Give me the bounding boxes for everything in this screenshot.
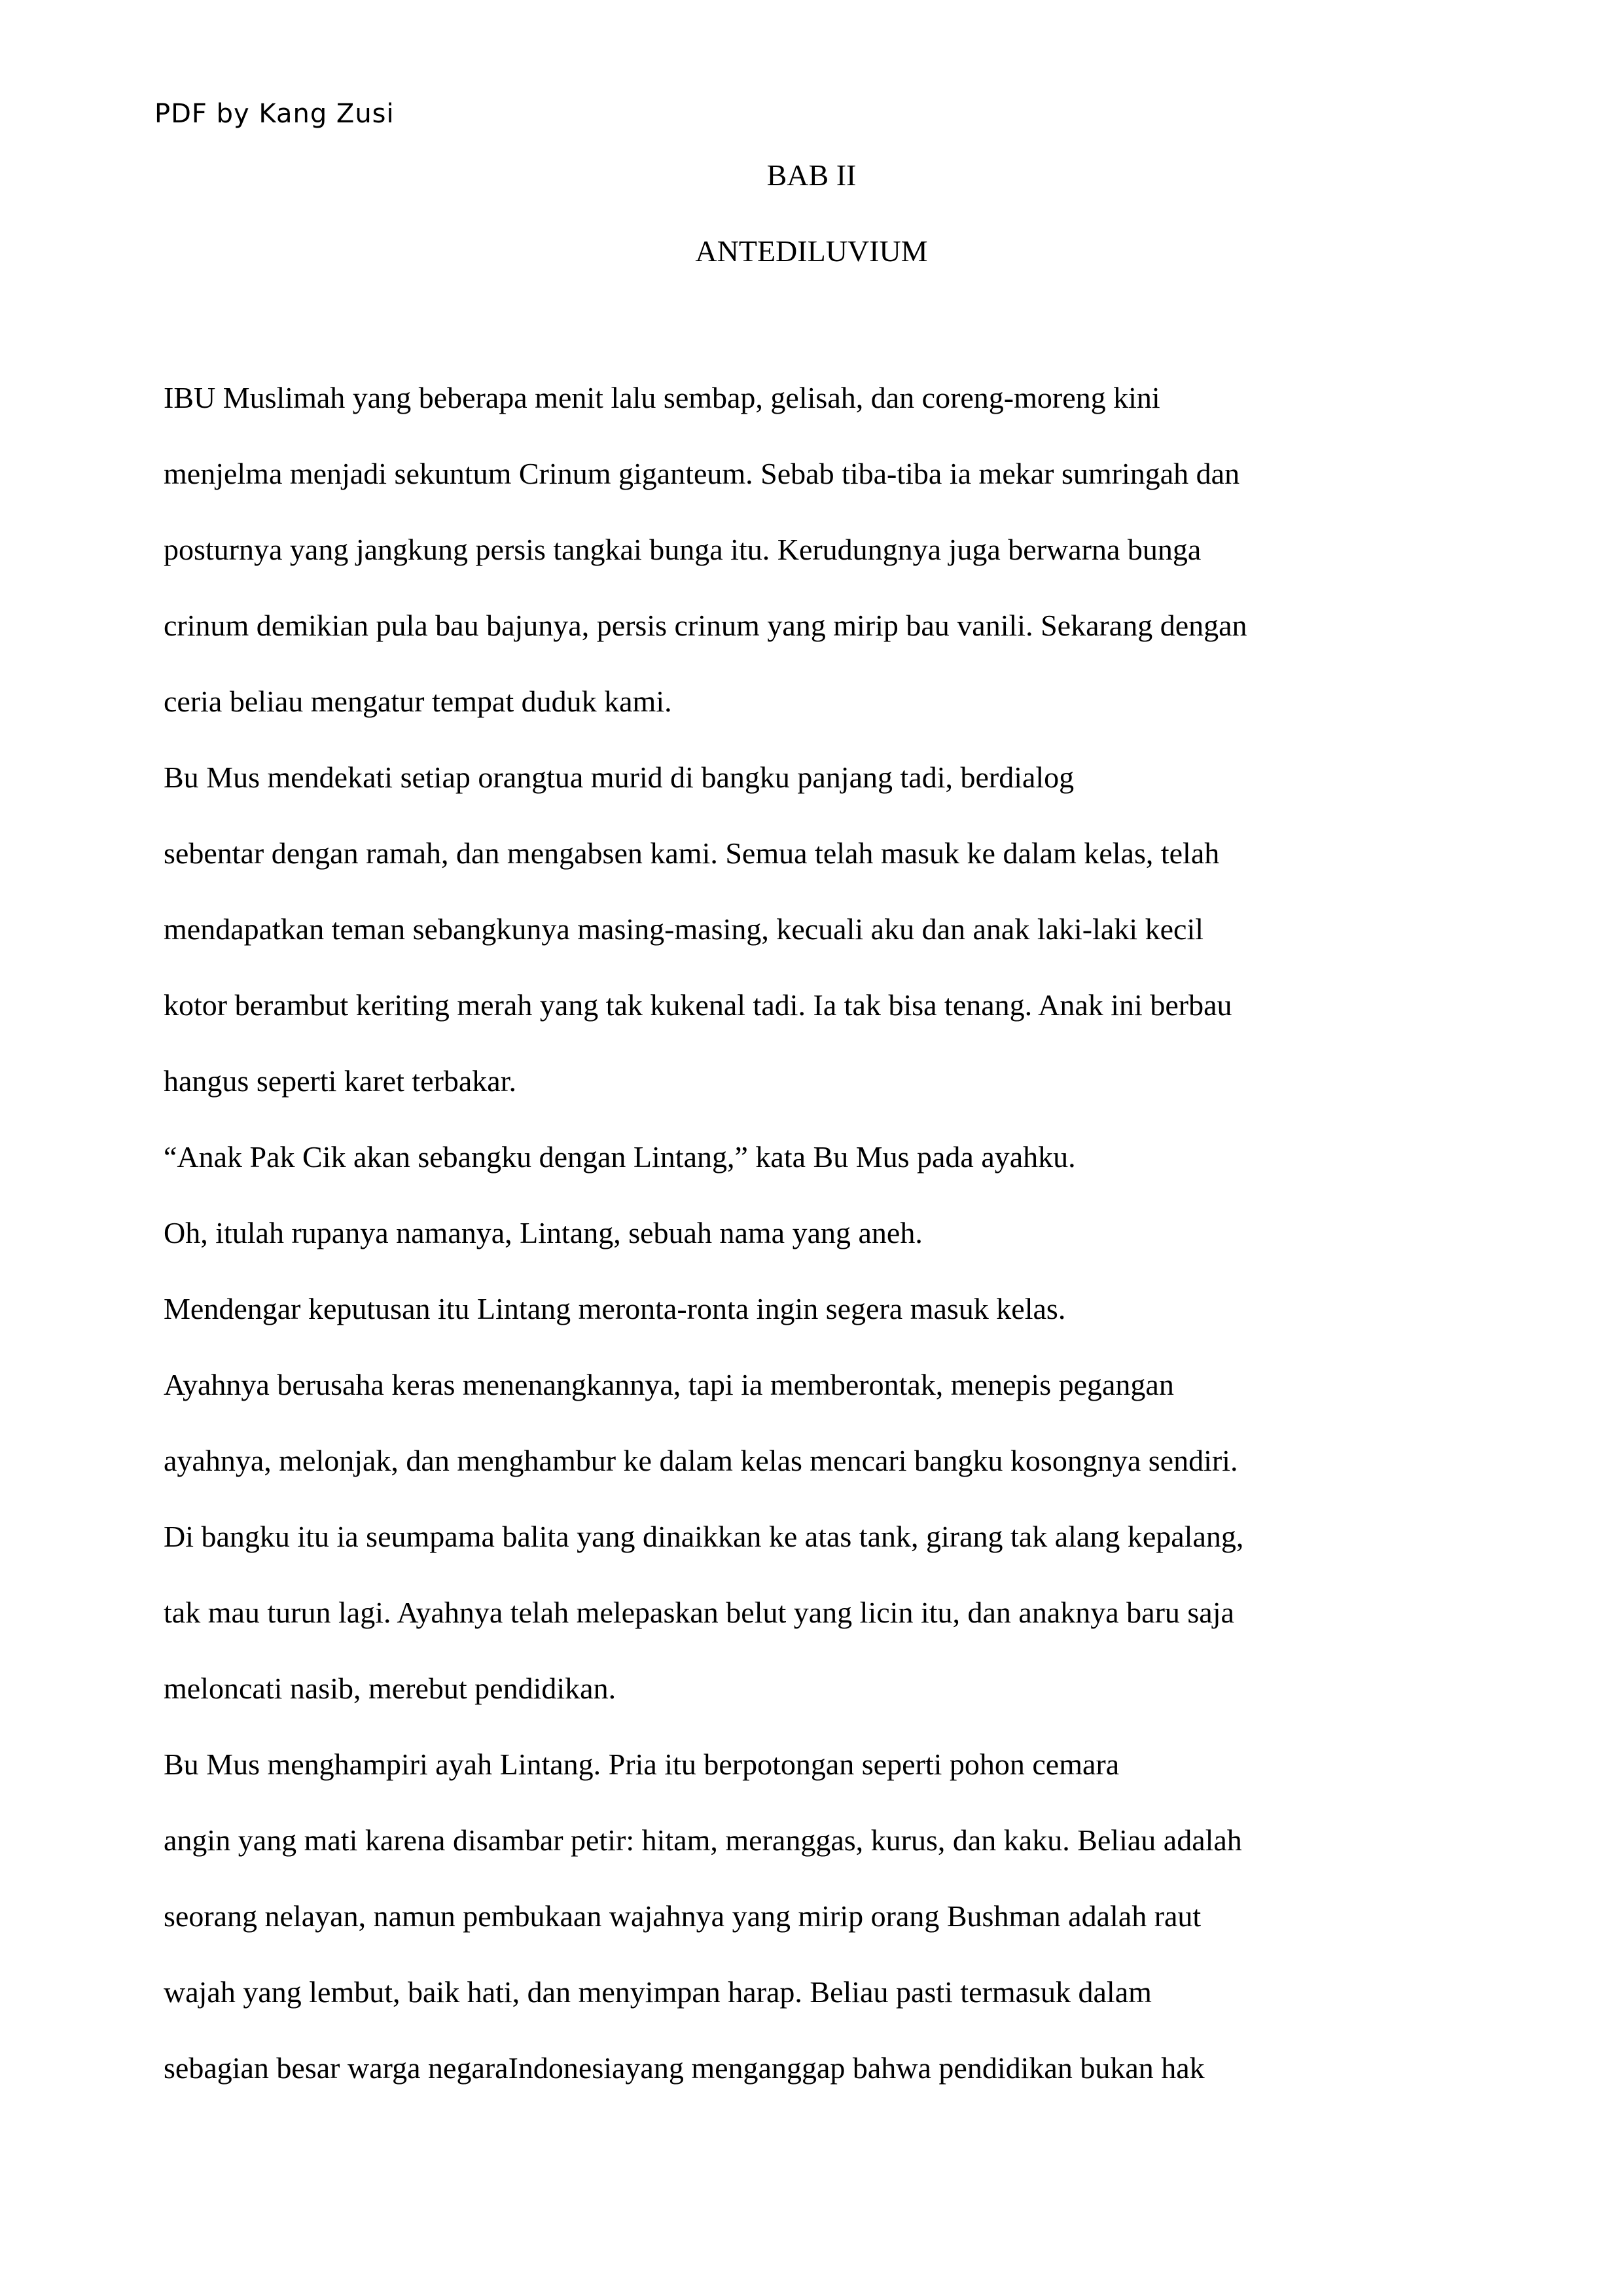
text-line: IBU Muslimah yang beberapa menit lalu sembap, gelisah, dan coreng-moreng kini bbox=[164, 381, 1160, 414]
body-text bbox=[164, 378, 1538, 2125]
text-line: Ayahnya berusaha keras menenangkannya, tapi ia memberontak, menepis pegangan bbox=[164, 1368, 1174, 1401]
text-line: tak mau turun lagi. Ayahnya telah melepaskan belut yang licin itu, dan anaknya baru saja bbox=[164, 1596, 1234, 1629]
pdf-source-note: PDF by Kang Zusi bbox=[154, 99, 395, 129]
text-line: menjelma menjadi sekuntum Crinum giganteum. Sebab tiba-tiba ia mekar sumringah dan bbox=[164, 457, 1240, 490]
text-line: “Anak Pak Cik akan sebangku dengan Lintang,” kata Bu Mus pada ayahku. bbox=[164, 1140, 1076, 1174]
text-line: hangus seperti karet terbakar. bbox=[164, 1064, 516, 1098]
text-line: kotor berambut keriting merah yang tak kukenal tadi. Ia tak bisa tenang. Anak ini berbau bbox=[164, 988, 1232, 1022]
text-line: mendapatkan teman sebangkunya masing-masing, kecuali aku dan anak laki-laki kecil bbox=[164, 912, 1204, 946]
text-line: Mendengar keputusan itu Lintang meronta-ronta ingin segera masuk kelas. bbox=[164, 1292, 1066, 1325]
text-line: Bu Mus menghampiri ayah Lintang. Pria itu berpotongan seperti pohon cemara bbox=[164, 1748, 1120, 1781]
text-line: sebentar dengan ramah, dan mengabsen kami. Semua telah masuk ke dalam kelas, telah bbox=[164, 836, 1220, 870]
text-line: wajah yang lembut, baik hati, dan menyimpan harap. Beliau pasti termasuk dalam bbox=[164, 1975, 1152, 2009]
chapter-label: BAB II bbox=[766, 158, 857, 192]
chapter-title: ANTEDILUVIUM bbox=[695, 234, 928, 268]
text-line: seorang nelayan, namun pembukaan wajahnya yang mirip orang Bushman adalah raut bbox=[164, 1899, 1202, 1933]
text-line: crinum demikian pula bau bajunya, persis crinum yang mirip bau vanili. Sekarang dengan bbox=[164, 609, 1247, 642]
text-line: sebagian besar warga negaraIndonesiayang menganggap bahwa pendidikan bukan hak bbox=[164, 2051, 1205, 2085]
text-line: meloncati nasib, merebut pendidikan. bbox=[164, 1672, 616, 1705]
text-line: Di bangku itu ia seumpama balita yang dinaikkan ke atas tank, girang tak alang kepalang, bbox=[164, 1520, 1244, 1553]
text-line: posturnya yang jangkung persis tangkai bunga itu. Kerudungnya juga berwarna bunga bbox=[164, 533, 1202, 566]
text-line: angin yang mati karena disambar petir: hitam, meranggas, kurus, dan kaku. Beliau adalah bbox=[164, 1823, 1242, 1857]
text-line: Bu Mus mendekati setiap orangtua murid di bangku panjang tadi, berdialog bbox=[164, 761, 1075, 794]
text-line: Oh, itulah rupanya namanya, Lintang, sebuah nama yang aneh. bbox=[164, 1216, 923, 1249]
text-line: ayahnya, melonjak, dan menghambur ke dalam kelas mencari bangku kosongnya sendiri. bbox=[164, 1444, 1238, 1477]
text-line: ceria beliau mengatur tempat duduk kami. bbox=[164, 685, 672, 718]
